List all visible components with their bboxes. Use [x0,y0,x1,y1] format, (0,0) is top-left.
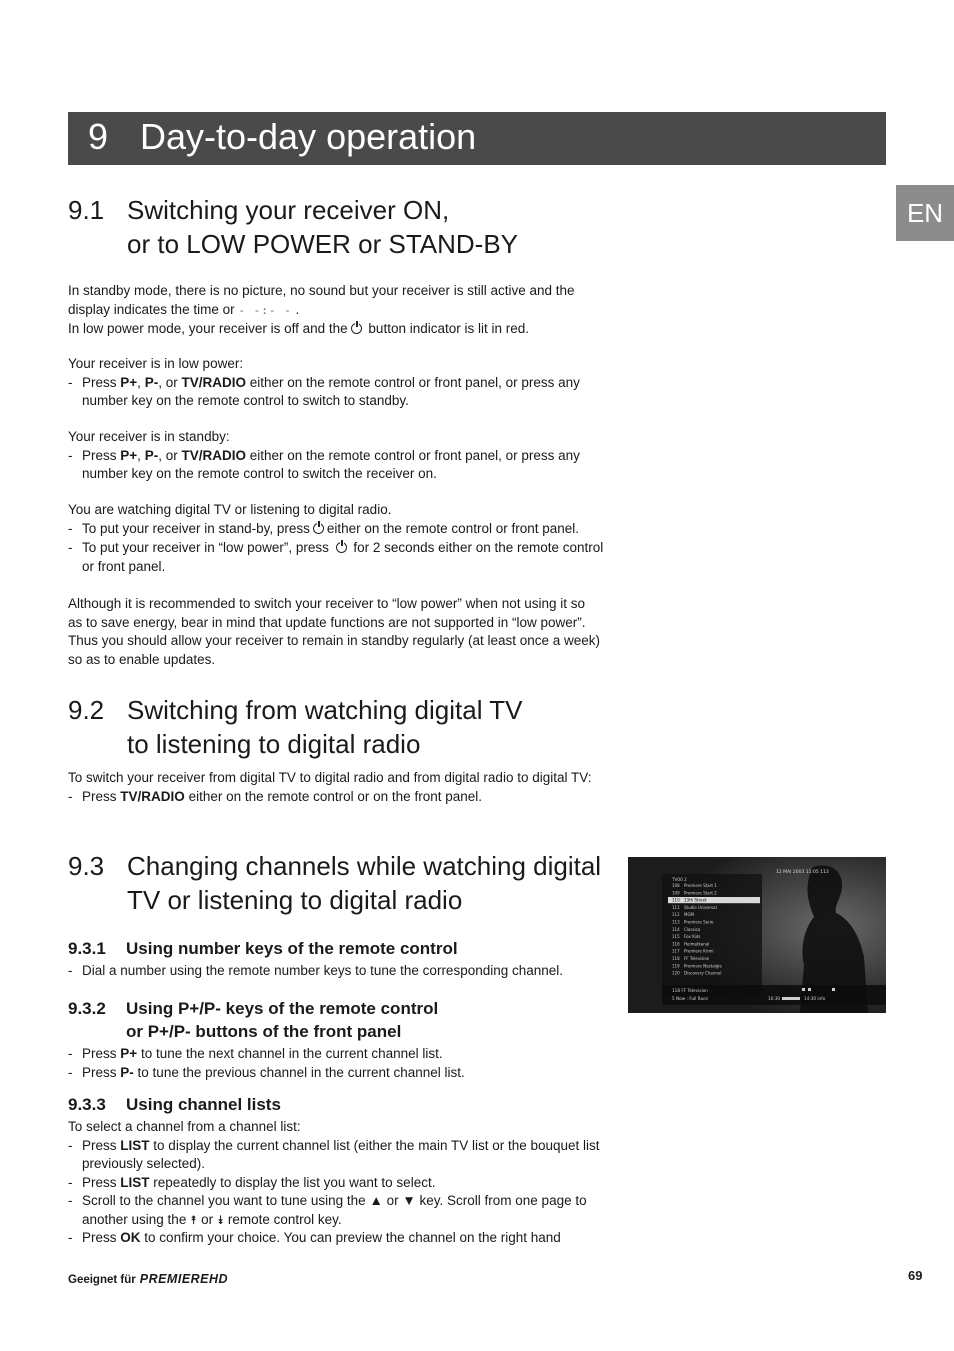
channel-name: Heimatkanal [684,941,710,947]
display-dashes: - -:- - [238,303,292,317]
list-item: - Press P+ to tune the next channel in the current channel list. [68,1045,608,1064]
channel-list-screenshot [628,857,886,1013]
list-item: - To put your receiver in “low power”, press for 2 seconds either on the remote control or front panel. [68,539,608,576]
screen-status-icon [832,988,835,991]
screen-list-title: TV00 2 [672,877,687,882]
channel-lists-block: To select a channel from a channel list: - Press LIST to display the current channel list (either the main TV list or the bouquet list previously selected). - Press LIST repeatedly to display the list you want to select. - Scroll to the channel you want to tune using the ▲ or ▼ key. Scroll from one page to another using the ⯭ or ⯯ remote control key. - Press OK to confirm your choice. You can preview the channel on the right hand [68,1118,608,1248]
section-number: 9.1 [68,195,105,225]
channel-name: Premiere Nostalgie [684,963,722,969]
list-item: - Press LIST repeatedly to display the list you want to select. [68,1174,608,1193]
page-number: 69 [908,1268,923,1283]
subsection-9-3-1-heading: 9.3.1 Using number keys of the remote control [68,939,458,958]
note-paragraph: Although it is recommended to switch your receiver to “low power” when not using it so as to save energy, bear in mind that update functions are not supported in “low power”. Thus you should allow your receiver to remain in standby regularly (at least once a week) so as to enable updates. [68,596,601,667]
channel-name: Classica [684,926,701,932]
section-9-3-heading [68,849,628,917]
page-down-icon: ⯯ [216,1212,225,1227]
channel-name: Fox Kids [684,934,701,940]
power-icon [351,323,362,334]
page-up-icon: ⯭ [190,1212,198,1227]
list-item: - Dial a number using the remote number keys to tune the corresponding channel. [68,962,608,981]
list-item: - Press TV/RADIO either on the remote control or on the front panel. [68,788,608,807]
channel-number: 110 [672,897,680,903]
channel-number: 111 [672,904,680,910]
arrow-up-icon: ▲ [369,1193,383,1208]
channel-number: 109 [672,890,680,896]
channel-number: 112 [672,912,680,918]
tv-radio-block: To switch your receiver from digital TV to digital radio and from digital radio to digital TV: - Press TV/RADIO either on the remote control or on the front panel. [68,769,608,806]
screen-footer-time: 10:30 [768,996,781,1001]
channel-number: 108 [672,883,680,888]
list-item: - To put your receiver in stand-by, press either on the remote control or front panel. [68,520,608,539]
power-icon [313,523,324,534]
progress-bar [782,997,800,1000]
list-item: - Press P+, P-, or TV/RADIO either on the remote control or front panel, or press any number key on the remote control to switch the receiver on. [68,447,608,484]
channel-number: 115 [672,934,680,940]
arrow-down-icon: ▼ [402,1193,416,1208]
watching-block: You are watching digital TV or listening to digital radio. - To put your receiver in stand-by, press either on the remote control or front panel. - To put your receiver in “low power”, press for 2 seconds either on the remote control or front panel. [68,501,608,576]
channel-number: 117 [672,948,680,954]
footer-brand: Geeignet für PREMIEREHD [68,1272,229,1286]
subsection-9-3-3-heading: 9.3.3 Using channel lists [68,1095,281,1114]
channel-number: 120 [672,970,680,976]
channel-name: Premiere Serie [684,919,714,925]
list-item: - Press LIST to display the current channel list (either the main TV list or the bouquet list previously selected). [68,1137,608,1174]
screen-header: 12 MAI 2003 11:05 113 [776,870,829,875]
standby-paragraph: In standby mode, there is no picture, no sound but your receiver is still active and the display indicates the time or - -:- - . In low power mode, your receiver is off and the button indicator is lit in red. [68,283,575,336]
section-9-1-heading [68,193,628,261]
power-icon [336,542,347,553]
section-title-line1: Changing channels while watching digital [127,851,602,881]
section-title-line2: or to LOW POWER or STAND-BY [127,229,519,259]
channel-name: Discovery Channel [684,970,722,976]
premiere-hd-logo: PREMIEREHD [139,1272,229,1286]
list-item: - Press P- to tune the previous channel in the current channel list. [68,1064,608,1083]
chapter-title-bar [68,112,886,165]
channel-number: 113 [672,919,680,925]
channel-name: 13th Street [684,897,707,903]
chapter-title: Day-to-day operation [140,116,477,157]
low-power-block: Your receiver is in low power: - Press P+, P-, or TV/RADIO either on the remote control or front panel, or press any number key on the remote control to switch to standby. [68,355,608,411]
channel-name: FF Television [684,956,710,961]
list-item: - Press P+, P-, or TV/RADIO either on the remote control or front panel, or press any number key on the remote control to switch to standby. [68,374,608,411]
channel-number: 114 [672,926,680,932]
section-title-line2: to listening to digital radio [127,729,421,759]
channel-name: Premiere Start 2 [684,890,717,896]
section-9-2-heading [68,693,628,761]
selected-row-highlight [668,897,760,903]
screen-svg [628,857,886,1013]
section-number: 9.2 [68,695,105,725]
p-keys-block [68,1045,608,1082]
screen-footer-line1: 118 FF Television [672,988,708,993]
screen-status-icon [802,988,805,991]
screen-footer-end: 14:30 info [804,996,826,1001]
screen-footer-line2: 5 Now : Full Race [672,996,708,1001]
number-keys-block [68,962,608,981]
channel-number: 119 [672,963,680,969]
section-title-line2: TV or listening to digital radio [127,885,463,915]
list-item: - Press OK to confirm your choice. You can preview the channel on the right hand [68,1229,608,1248]
channel-number: 118 [672,956,680,961]
chapter-number: 9 [88,116,109,157]
channel-name: Premiere Start 1 [684,883,717,888]
channel-name: Premiere Krimi [684,948,714,954]
subsection-9-3-2-heading: 9.3.2 Using P+/P- keys of the remote control or P+/P- buttons of the front panel [68,999,439,1041]
list-item: - Scroll to the channel you want to tune using the ▲ or ▼ key. Scroll from one page to another using the ⯭ or ⯯ remote control key. [68,1192,608,1229]
standby-block: Your receiver is in standby: - Press P+, P-, or TV/RADIO either on the remote control or front panel, or press any number key on the remote control to switch the receiver on. [68,428,608,484]
section-number: 9.3 [68,851,105,881]
channel-number: 116 [672,941,680,947]
section-title-line1: Switching your receiver ON, [127,195,450,225]
screen-status-icon [808,988,811,991]
channel-name: MGM [684,912,695,918]
channel-name: Studio Universal [684,904,717,910]
language-tab: EN [896,185,954,241]
section-title-line1: Switching from watching digital TV [127,695,523,725]
